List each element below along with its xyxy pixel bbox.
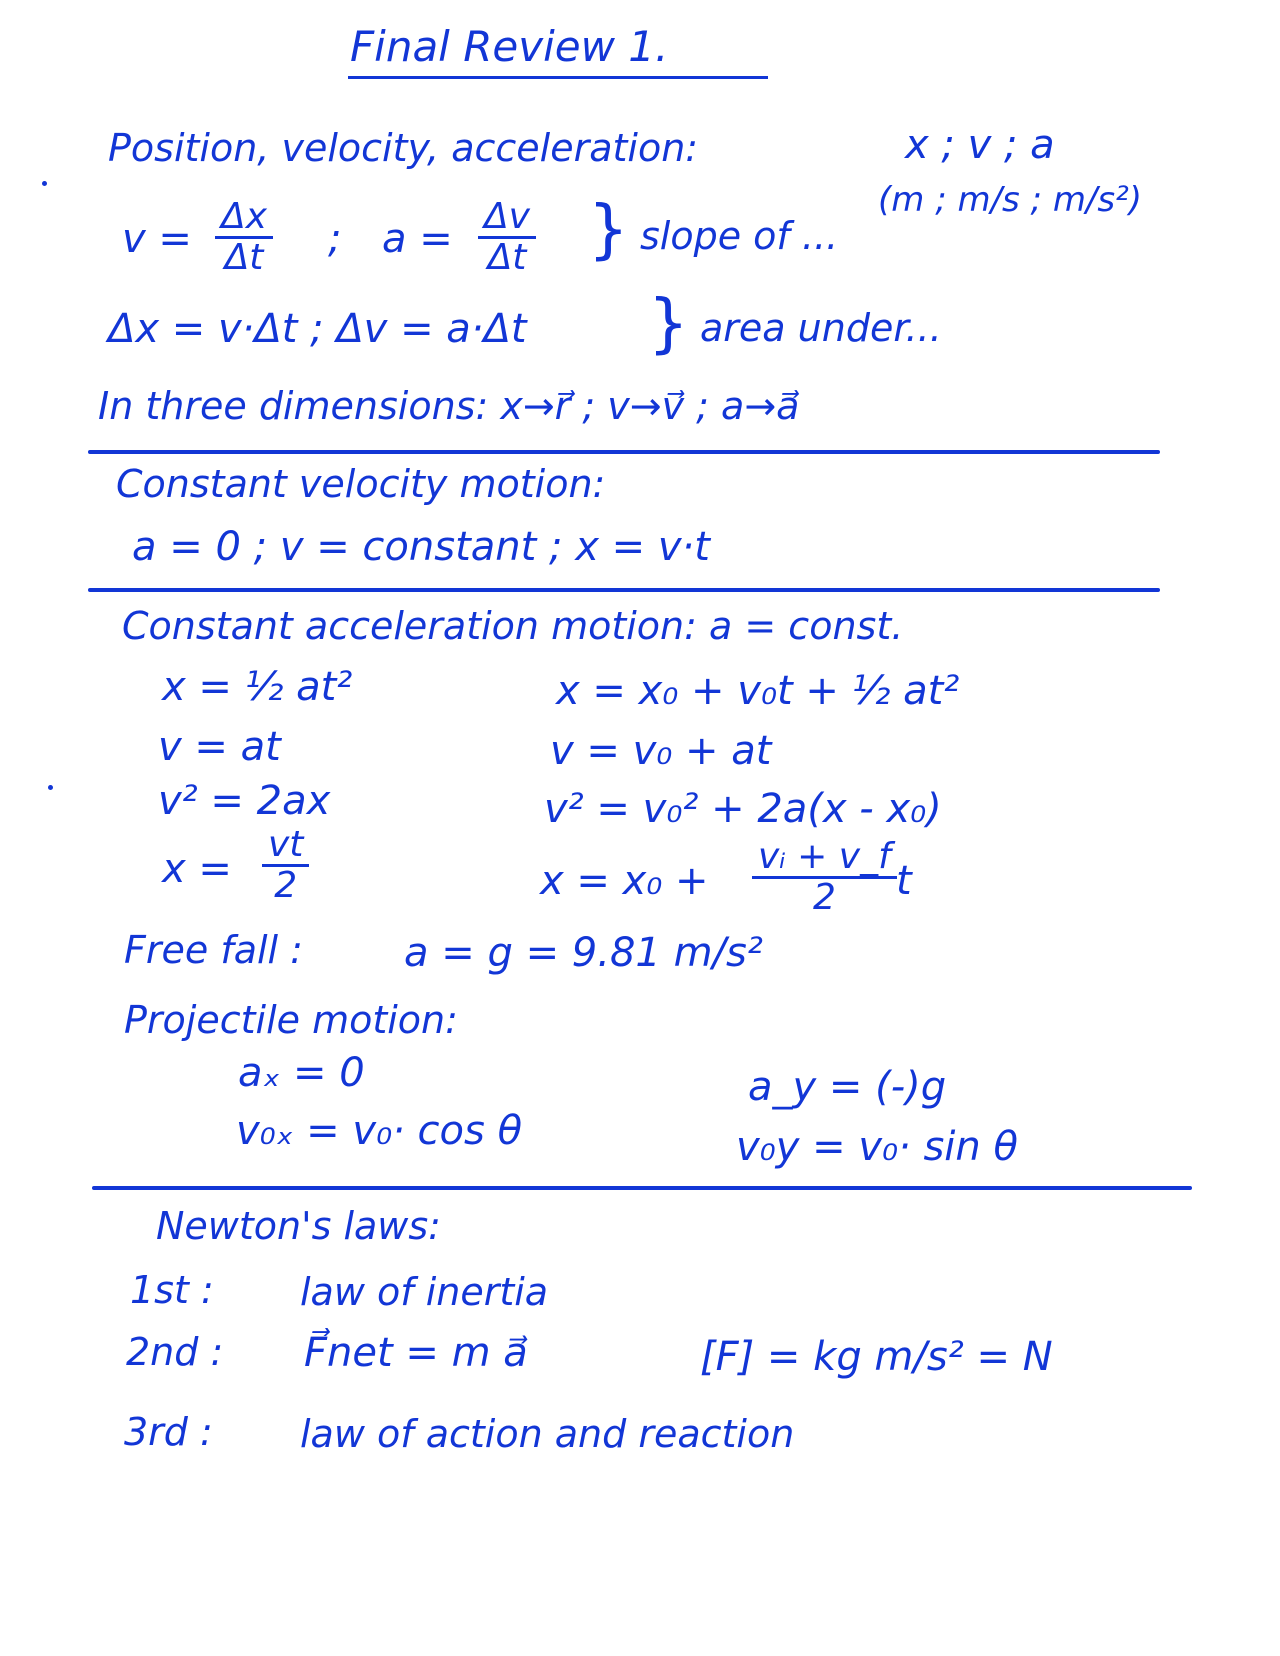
three-dimensions-line: In three dimensions: x→r⃗ ; v→v⃗ ; a→a⃗ xyxy=(98,384,800,428)
page-title: Final Review 1. xyxy=(350,22,669,71)
acceleration-fraction xyxy=(478,198,536,277)
kinematics-units: (m ; m/s ; m/s²) xyxy=(878,180,1142,220)
right-equation-4-fraction xyxy=(752,838,897,917)
first-law-text: law of inertia xyxy=(300,1270,549,1314)
right-equation-4-denominator: 2 xyxy=(812,876,836,918)
acceleration-lhs: a = xyxy=(382,216,453,262)
slope-label: slope of ... xyxy=(640,214,839,258)
second-law-equation: F⃗net = m a⃗ xyxy=(304,1330,528,1376)
left-equation-4-fraction xyxy=(262,826,309,905)
velocity-numerator: Δx xyxy=(215,198,273,239)
force-units: [F] = kg m/s² = N xyxy=(700,1334,1053,1380)
left-equation-3: v² = 2ax xyxy=(158,778,331,824)
margin-dot xyxy=(48,785,53,790)
right-equation-4-lhs: x = x₀ + xyxy=(540,858,709,904)
constant-velocity-equations: a = 0 ; v = constant ; x = v·t xyxy=(132,524,710,570)
velocity-lhs: v = xyxy=(122,216,192,262)
displacement-equations: Δx = v·Δt ; Δv = a·Δt xyxy=(108,306,527,352)
left-equation-2: v = at xyxy=(158,724,281,770)
projectile-ay: a_y = (-)g xyxy=(748,1064,947,1110)
section-divider xyxy=(92,1186,1192,1190)
third-law-label: 3rd : xyxy=(124,1410,213,1454)
right-equation-3: v² = v₀² + 2a(x - x₀) xyxy=(544,786,942,832)
third-law-text: law of action and reaction xyxy=(300,1412,795,1456)
kinematics-symbols: x ; v ; a xyxy=(905,122,1055,168)
acceleration-denominator: Δt xyxy=(487,236,527,278)
slope-brace: } xyxy=(588,193,629,267)
margin-dot xyxy=(42,181,47,186)
first-law-label: 1st : xyxy=(130,1268,214,1312)
left-equation-4-lhs: x = xyxy=(162,846,232,892)
left-equation-4-numerator: vt xyxy=(262,826,309,867)
free-fall-equation: a = g = 9.81 m/s² xyxy=(404,930,763,976)
area-label: area under... xyxy=(700,306,942,350)
newton-heading: Newton's laws: xyxy=(156,1204,441,1248)
left-equation-1: x = ½ at² xyxy=(162,664,353,710)
right-equation-1: x = x₀ + v₀t + ½ at² xyxy=(556,668,960,714)
section-divider xyxy=(88,588,1160,592)
right-equation-4-tail: t xyxy=(896,858,912,904)
right-equation-2: v = v₀ + at xyxy=(550,728,772,774)
kinematics-heading: Position, velocity, acceleration: xyxy=(108,126,699,170)
velocity-fraction xyxy=(215,198,273,277)
projectile-label: Projectile motion: xyxy=(124,998,458,1042)
projectile-vox: v₀ₓ = v₀· cos θ xyxy=(236,1108,523,1154)
right-equation-4-numerator: vᵢ + v_f xyxy=(752,838,897,879)
title-underline xyxy=(348,76,768,79)
constant-velocity-heading: Constant velocity motion: xyxy=(116,462,606,506)
acceleration-numerator: Δv xyxy=(478,198,536,239)
free-fall-label: Free fall : xyxy=(124,928,303,972)
section-divider xyxy=(88,450,1160,454)
constant-acceleration-heading: Constant acceleration motion: a = const. xyxy=(122,604,904,648)
area-brace: } xyxy=(648,287,689,361)
left-equation-4-denominator: 2 xyxy=(274,864,298,906)
projectile-voy: v₀y = v₀· sin θ xyxy=(736,1124,1018,1170)
velocity-denominator: Δt xyxy=(224,236,264,278)
separator: ; xyxy=(328,216,342,262)
projectile-ax: aₓ = 0 xyxy=(238,1050,365,1096)
second-law-label: 2nd : xyxy=(126,1330,224,1374)
